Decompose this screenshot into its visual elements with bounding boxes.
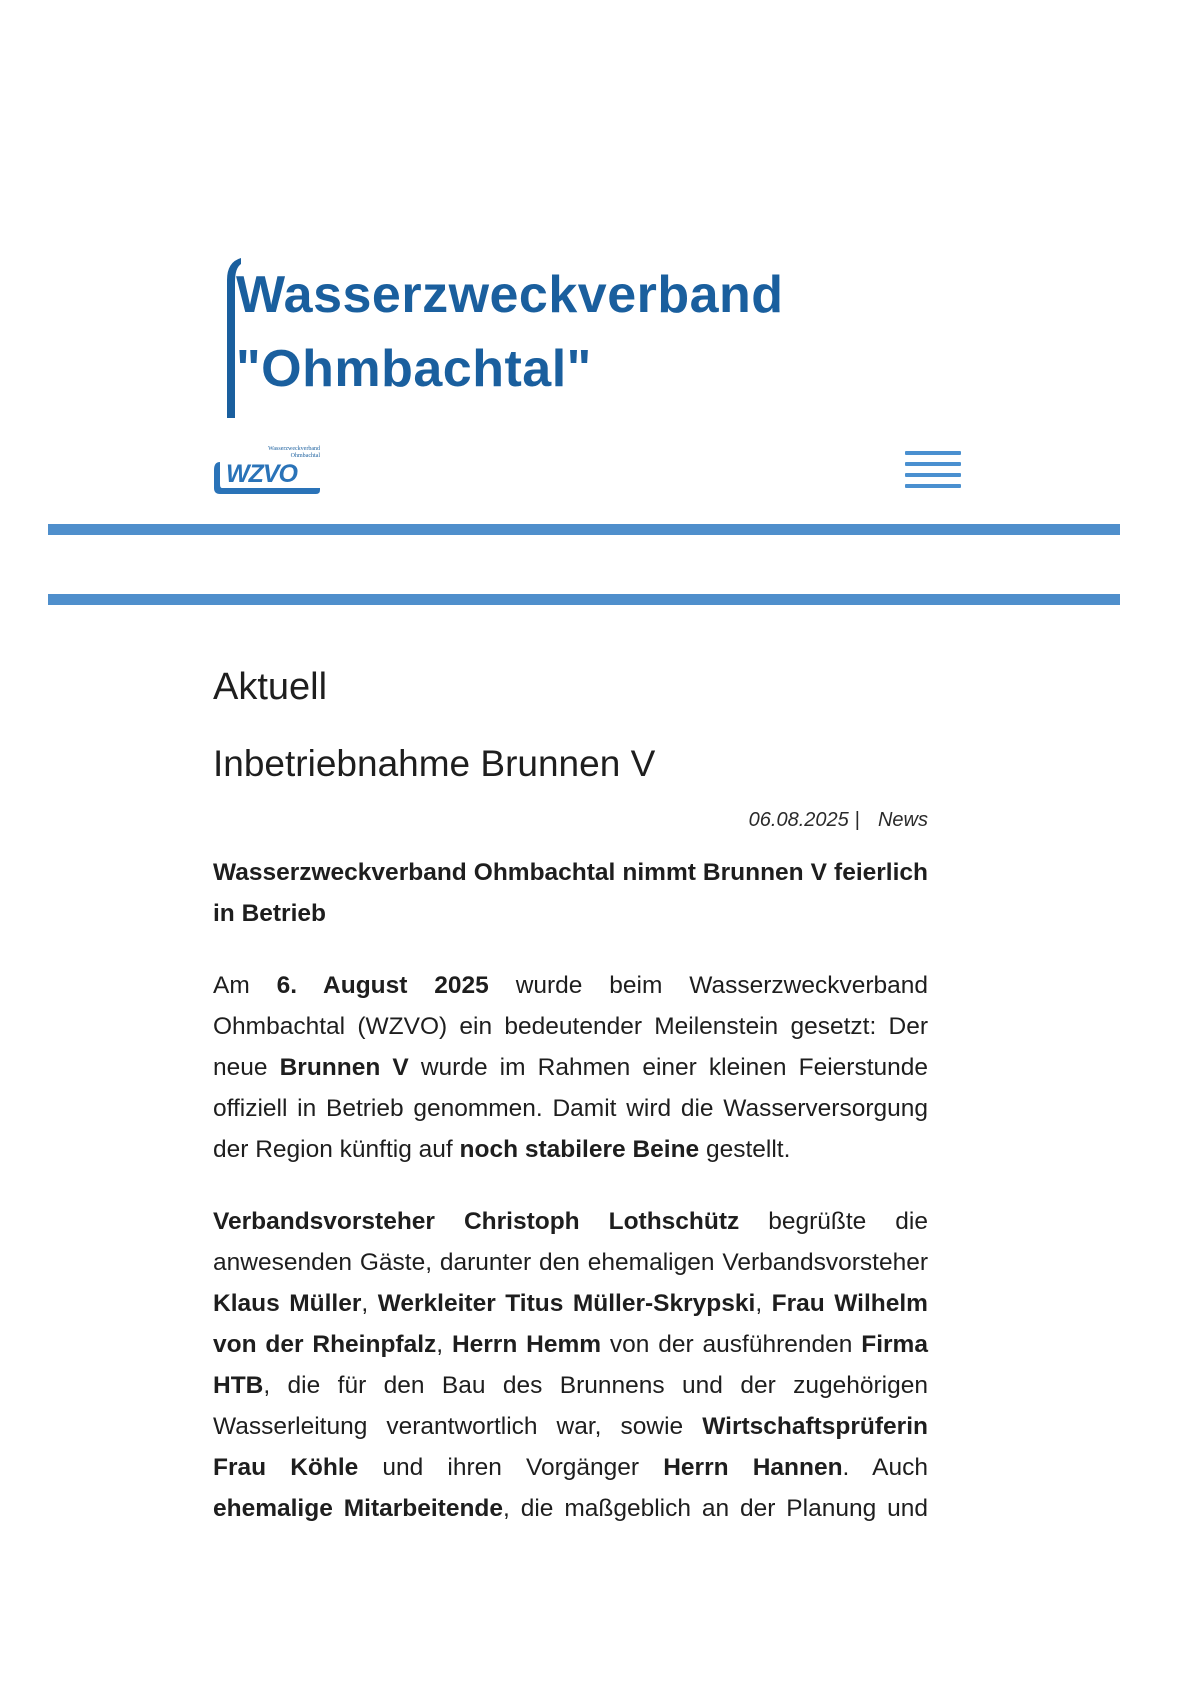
menu-line bbox=[905, 473, 961, 477]
text: wurde im Rahmen einer kleinen Feierstunde offiziell in Betrieb genommen. Damit wird die Wasserversorgung der Region künftig auf bbox=[213, 1054, 929, 1163]
text: , die maßgeblich an der Planung und bbox=[503, 1495, 928, 1522]
bold-text: Herrn Hannen bbox=[663, 1454, 843, 1481]
article-subtitle: Wasserzweckverband Ohmbachtal nimmt Brunnen V feierlich in Betrieb bbox=[213, 859, 928, 927]
main-content bbox=[213, 660, 928, 1529]
article-paragraph-1 bbox=[213, 965, 928, 1170]
bold-text: Klaus Müller bbox=[213, 1290, 362, 1317]
bold-text: Brunnen V bbox=[279, 1054, 409, 1081]
site-title-line1: Wasserzweckverband bbox=[236, 266, 784, 324]
meta-separator: | bbox=[854, 809, 860, 831]
article-meta bbox=[213, 806, 928, 834]
news-article bbox=[213, 738, 928, 1529]
bold-text: ehemalige Mitarbeitende bbox=[213, 1495, 504, 1522]
bold-text: Wirtschaftsprüferin Frau Köhle bbox=[213, 1413, 928, 1481]
bold-text: Frau Wilhelm von der Rheinpfalz bbox=[213, 1290, 928, 1358]
text: begrüßte die anwesenden Gäste, darunter den ehemaligen Verbandsvorsteher bbox=[213, 1208, 928, 1276]
bold-text: Werkleiter Titus Müller-Skrypski bbox=[377, 1290, 756, 1317]
hamburger-menu-icon[interactable] bbox=[905, 451, 961, 493]
logo-caption-line1: Wasserzweckverband bbox=[268, 446, 320, 452]
text: Am bbox=[213, 972, 277, 999]
logo-caption-line2: Ohmbachtal bbox=[290, 453, 320, 459]
section-heading: Aktuell bbox=[213, 666, 328, 708]
article-date: 06.08.2025 bbox=[748, 809, 849, 831]
menu-line bbox=[905, 484, 961, 488]
site-title bbox=[236, 258, 784, 406]
text: , bbox=[361, 1290, 378, 1317]
text: und ihren Vorgänger bbox=[358, 1454, 664, 1481]
bold-text: Firma HTB bbox=[213, 1331, 928, 1399]
menu-line bbox=[905, 462, 961, 466]
article-category-link[interactable]: News bbox=[877, 809, 928, 831]
navigation-bar-top bbox=[48, 524, 1120, 535]
bold-text: 6. August 2025 bbox=[276, 972, 489, 999]
text: , bbox=[436, 1331, 452, 1358]
menu-line bbox=[905, 451, 961, 455]
site-title-line2: "Ohmbachtal" bbox=[236, 340, 592, 398]
article-paragraph-2 bbox=[213, 1201, 928, 1529]
navigation-bar-bottom bbox=[48, 594, 1120, 605]
text: wurde beim Wasserzweckverband Ohmbachtal (WZVO) ein bedeutender Meilenstein gesetzt: Der neue bbox=[213, 972, 929, 1081]
text: , bbox=[755, 1290, 772, 1317]
bold-text: noch stabilere Beine bbox=[459, 1136, 700, 1163]
text: . Auch bbox=[842, 1454, 928, 1481]
bold-text: Herrn Hemm bbox=[451, 1331, 602, 1358]
text: , die für den Bau des Brunnens und der zugehörigen Wasserleitung verantwortlich war, sowie bbox=[213, 1372, 928, 1440]
bold-text: Verbandsvorsteher Christoph Lothschütz bbox=[213, 1208, 740, 1235]
text: von der ausführenden bbox=[601, 1331, 862, 1358]
text: gestellt. bbox=[699, 1136, 791, 1163]
logo-abbreviation: WZVO bbox=[226, 460, 297, 488]
wzvo-logo[interactable] bbox=[212, 446, 322, 496]
article-title[interactable]: Inbetriebnahme Brunnen V bbox=[213, 743, 656, 784]
